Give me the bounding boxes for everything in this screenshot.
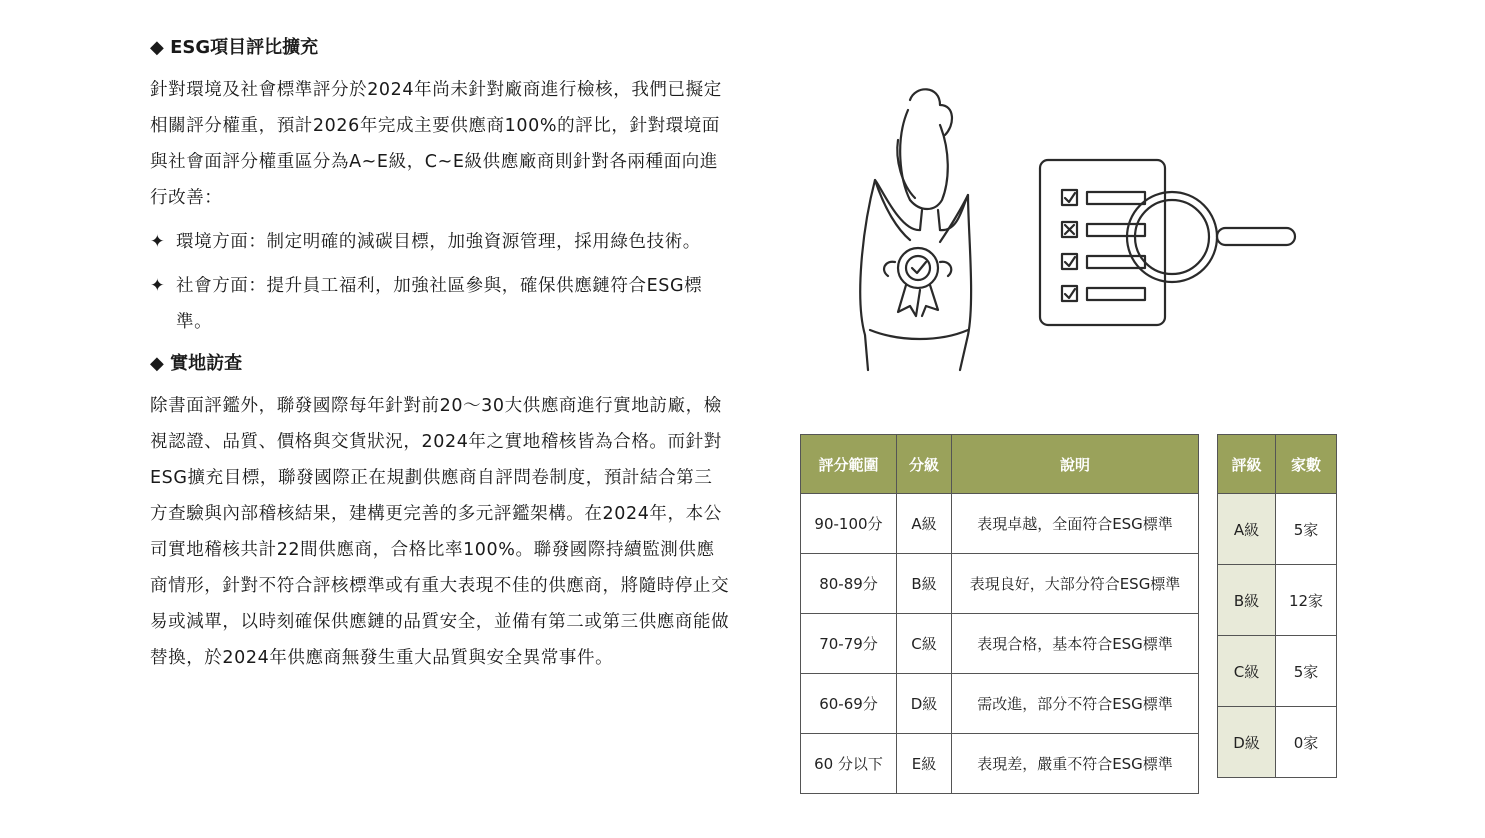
- header-grade: 分級: [897, 435, 952, 494]
- cell-grade: D級: [897, 674, 952, 734]
- star-bullet-icon: ✦: [150, 232, 166, 252]
- cell-rating: A級: [1218, 494, 1276, 565]
- cell-score-range: 80-89分: [801, 554, 897, 614]
- cell-grade: B級: [897, 554, 952, 614]
- cell-count: 5家: [1276, 636, 1337, 707]
- illustration: [840, 80, 1310, 380]
- cell-rating: B級: [1218, 565, 1276, 636]
- header-rating: 評級: [1218, 435, 1276, 494]
- cell-rating: D級: [1218, 707, 1276, 778]
- cell-description: 表現卓越，全面符合ESG標準: [952, 494, 1199, 554]
- table-header-row: [801, 435, 1199, 494]
- cell-rating: C級: [1218, 636, 1276, 707]
- section-title-esg: ◆ ESG項目評比擴充: [150, 37, 319, 58]
- audit-paragraph: 除書面評鑑外，聯發國際每年針對前20～30大供應商進行實地訪廠，檢視認證、品質、價格與交貨狀況，2024年之實地稽核皆為合格。而針對ESG擴充目標，聯發國際正在規劃供應商自評問卷制度，預計結合第三方查驗與內部稽核結果，建構更完善的多元評鑑架構。在2024年，本公司實地稽核共計22間供應商，合格比率100%。聯發國際持續監測供應商情形，針對不符合評核標準或有重大表現不佳的供應商，將隨時停止交易或減單，以時刻確保供應鏈的品質安全，並備有第二或第三供應商能做替換，於2024年供應商無發生重大品質與安全異常事件。: [150, 396, 730, 668]
- woman-with-badge-illustration: [860, 89, 971, 370]
- cell-grade: A級: [897, 494, 952, 554]
- star-bullet-icon: ✦: [150, 276, 166, 296]
- cell-description: 表現良好，大部分符合ESG標準: [952, 554, 1199, 614]
- cell-description: 表現合格，基本符合ESG標準: [952, 614, 1199, 674]
- cell-score-range: 90-100分: [801, 494, 897, 554]
- bullet-text: 環境方面：制定明確的減碳目標，加強資源管理，採用綠色技術。: [176, 232, 701, 252]
- esg-paragraph: 針對環境及社會標準評分於2024年尚未針對廠商進行檢核，我們已擬定相關評分權重，預計2026年完成主要供應商100%的評比，針對環境面與社會面評分權重區分為A~E級，C~E級供應廠商則針對各兩種面向進行改善：: [150, 80, 722, 208]
- bullet-environment: [150, 224, 730, 260]
- cell-score-range: 60 分以下: [801, 734, 897, 794]
- table-header-row: [1218, 435, 1337, 494]
- cell-count: 12家: [1276, 565, 1337, 636]
- cell-score-range: 60-69分: [801, 674, 897, 734]
- bullet-social: [150, 268, 730, 340]
- table-row: [801, 494, 1199, 554]
- table-row: [801, 734, 1199, 794]
- cell-description: 需改進，部分不符合ESG標準: [952, 674, 1199, 734]
- table-row: [801, 554, 1199, 614]
- section-title-audit: ◆ 實地訪查: [150, 353, 243, 374]
- table-row: [801, 614, 1199, 674]
- cell-count: 0家: [1276, 707, 1337, 778]
- table-row: [1218, 565, 1337, 636]
- bullet-text: 社會方面：提升員工福利，加強社區參與，確保供應鏈符合ESG標準。: [176, 276, 703, 332]
- header-count: 家數: [1276, 435, 1337, 494]
- grading-table: [800, 434, 1199, 794]
- cell-count: 5家: [1276, 494, 1337, 565]
- grade-count-table: [1217, 434, 1337, 778]
- header-description: 說明: [952, 435, 1199, 494]
- table-row: [1218, 494, 1337, 565]
- cell-score-range: 70-79分: [801, 614, 897, 674]
- cell-grade: E級: [897, 734, 952, 794]
- cell-description: 表現差，嚴重不符合ESG標準: [952, 734, 1199, 794]
- table-row: [801, 674, 1199, 734]
- table-row: [1218, 636, 1337, 707]
- header-score-range: 評分範圍: [801, 435, 897, 494]
- checklist-magnifier-icon: [1040, 160, 1295, 325]
- cell-grade: C級: [897, 614, 952, 674]
- table-row: [1218, 707, 1337, 778]
- content-column: [150, 30, 730, 676]
